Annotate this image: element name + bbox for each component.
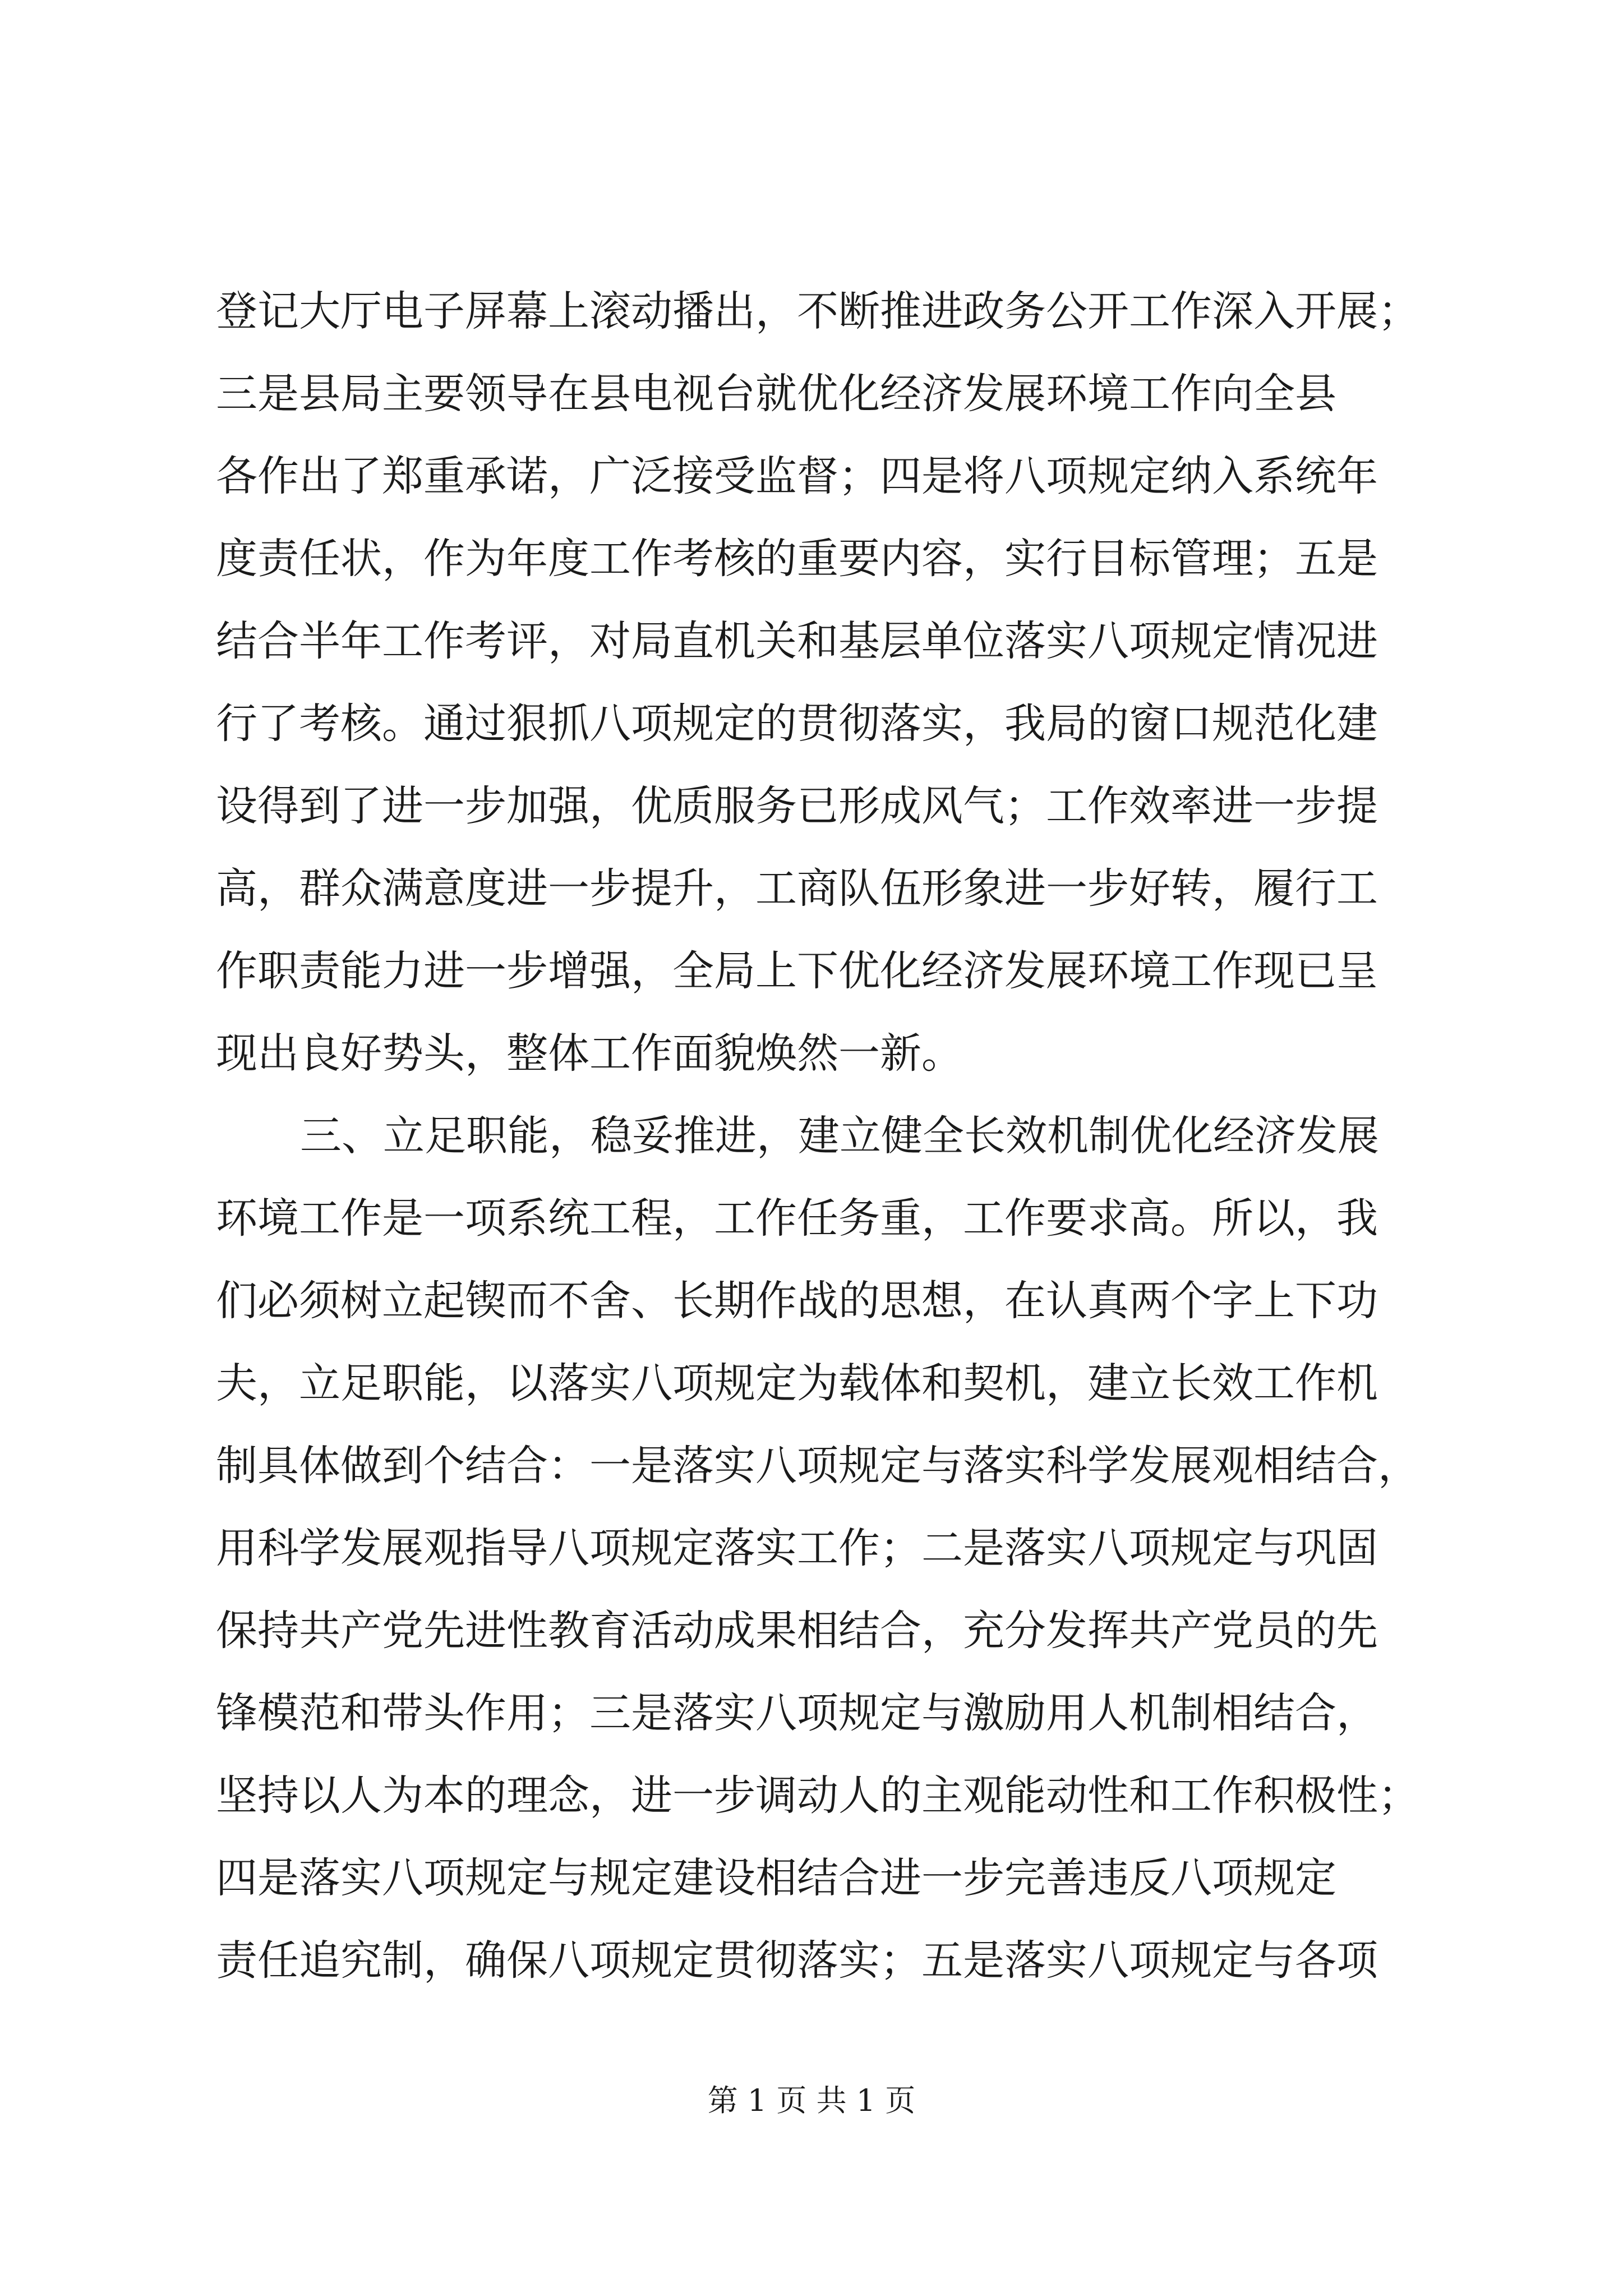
text-line: 四是落实八项规定与规定建设相结合进一步完善违反八项规定	[216, 1854, 1336, 1902]
text-line: 各作出了郑重承诺，广泛接受监督；四是将八项规定纳入系统年	[216, 452, 1378, 500]
text-line: 用科学发展观指导八项规定落实工作；二是落实八项规定与巩固	[216, 1524, 1378, 1572]
text-line: 设得到了进一步加强，优质服务已形成风气；工作效率进一步提	[216, 782, 1378, 830]
text-line: 锋模范和带头作用；三是落实八项规定与激励用人机制相结合，	[216, 1689, 1378, 1737]
text-line: 行了考核。通过狠抓八项规定的贯彻落实，我局的窗口规范化建	[216, 700, 1378, 748]
page-footer: 第 1 页 共 1 页	[707, 2083, 916, 2118]
section-heading-line: 三、立足职能，稳妥推进，建立健全长效机制优化经济发展	[300, 1112, 1379, 1160]
text-line: 环境工作是一项系统工程，工作任务重，工作要求高。所以，我	[216, 1194, 1378, 1243]
text-line: 坚持以人为本的理念，进一步调动人的主观能动性和工作积极性；	[216, 1772, 1419, 1820]
text-line: 三是县局主要领导在县电视台就优化经济发展环境工作向全县	[216, 370, 1336, 418]
text-line: 登记大厅电子屏幕上滚动播出，不断推进政务公开工作深入开展；	[216, 287, 1419, 335]
text-line: 现出良好势头，整体工作面貌焕然一新。	[216, 1029, 963, 1078]
text-line: 们必须树立起锲而不舍、长期作战的思想，在认真两个字上下功	[216, 1277, 1378, 1325]
text-line: 高，群众满意度进一步提升，工商队伍形象进一步好转，履行工	[216, 864, 1378, 913]
text-line: 制具体做到个结合：一是落实八项规定与落实科学发展观相结合，	[216, 1442, 1419, 1490]
text-line: 责任追究制，确保八项规定贯彻落实；五是落实八项规定与各项	[216, 1936, 1378, 1985]
text-line: 作职责能力进一步增强，全局上下优化经济发展环境工作现已呈	[216, 947, 1378, 995]
text-line: 保持共产党先进性教育活动成果相结合，充分发挥共产党员的先	[216, 1607, 1378, 1655]
text-line: 结合半年工作考评，对局直机关和基层单位落实八项规定情况进	[216, 617, 1378, 665]
text-line: 夫，立足职能，以落实八项规定为载体和契机，建立长效工作机	[216, 1359, 1378, 1407]
text-line: 度责任状，作为年度工作考核的重要内容，实行目标管理；五是	[216, 535, 1378, 583]
